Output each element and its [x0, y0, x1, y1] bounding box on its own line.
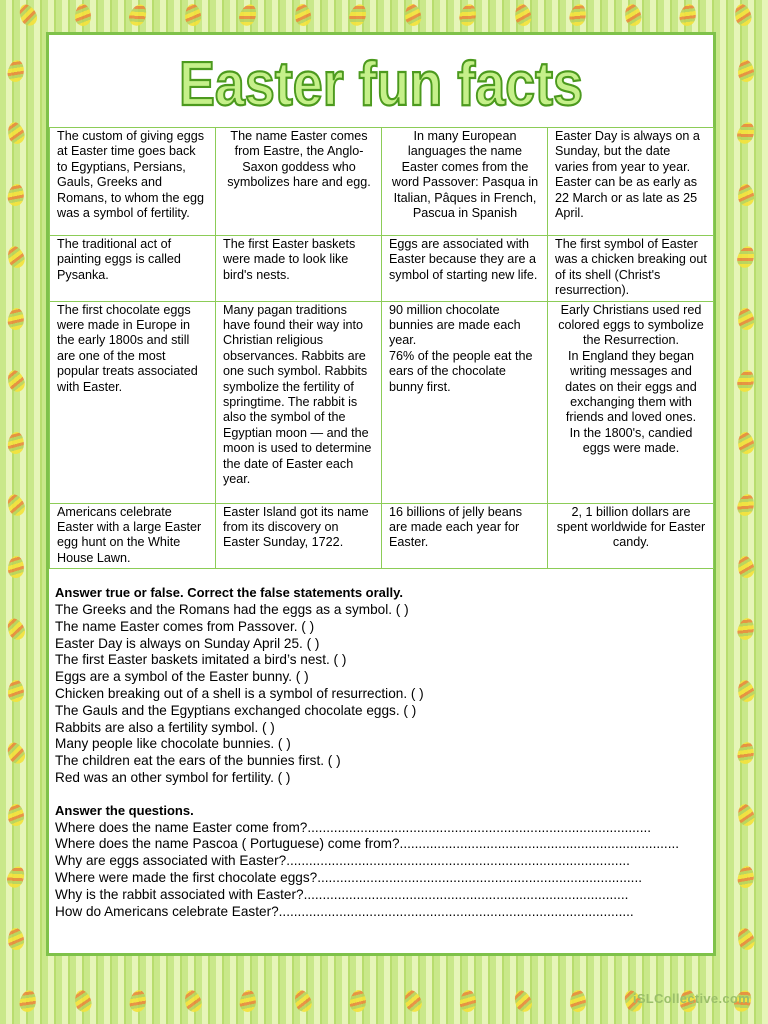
- egg-decoration: [128, 989, 148, 1013]
- egg-decoration: [513, 3, 532, 27]
- true-false-heading: Answer true or false. Correct the false statements orally.: [55, 585, 403, 601]
- egg-decoration: [184, 4, 201, 27]
- egg-decoration: [735, 492, 756, 518]
- egg-decoration: [5, 120, 26, 145]
- egg-decoration: [292, 988, 314, 1014]
- fact-cell: The traditional act of painting eggs is called Pysanka.: [50, 236, 216, 302]
- list-item: Why are eggs associated with Easter?...........................................................................................: [55, 853, 630, 869]
- page-title: [171, 41, 591, 121]
- egg-decoration: [7, 928, 24, 951]
- fact-cell: Eggs are associated with Easter because they are a symbol of starting new life.: [382, 236, 548, 302]
- egg-decoration: [6, 59, 26, 84]
- list-item: Where does the name Easter come from?...........................................................................................: [55, 819, 652, 835]
- list-item: Many people like chocolate bunnies. ( ): [55, 736, 291, 752]
- list-item: Eggs are a symbol of the Easter bunny. ( ): [55, 669, 309, 685]
- egg-decoration: [738, 60, 755, 83]
- egg-decoration: [736, 741, 756, 766]
- egg-decoration: [294, 3, 312, 26]
- egg-decoration: [239, 989, 258, 1013]
- egg-decoration: [570, 990, 587, 1013]
- egg-decoration: [73, 988, 94, 1013]
- egg-decoration: [678, 2, 699, 27]
- egg-decoration: [737, 183, 754, 206]
- egg-decoration: [7, 556, 24, 579]
- egg-decoration: [4, 864, 27, 891]
- egg-decoration: [8, 680, 24, 702]
- fact-cell: The first Easter baskets were made to look like bird's nests.: [216, 236, 382, 302]
- list-item: Red was an other symbol for fertility. ( ): [55, 770, 291, 786]
- table-row: [50, 503, 714, 569]
- egg-decoration: [237, 2, 260, 28]
- fact-cell: Early Christians used red colored eggs to symbolize the Resurrection. In England they began writing messages and dates on their eggs and exchanging them with friends and loved ones. In the 1800's, candied eggs were made.: [548, 301, 714, 503]
- list-item: Where does the name Pascoa ( Portuguese) come from?..........................................................................: [55, 836, 680, 852]
- egg-decoration: [736, 616, 757, 641]
- worksheet-page: [46, 32, 716, 956]
- list-item: The Greeks and the Romans had the eggs as a symbol. ( ): [55, 602, 409, 618]
- fact-cell: The name Easter comes from Eastre, the Anglo-Saxon goddess who symbolizes hare and egg.: [216, 128, 382, 236]
- egg-decoration: [735, 926, 756, 952]
- egg-decoration: [736, 679, 756, 704]
- questions-list: [55, 820, 713, 921]
- table-row: [50, 236, 714, 302]
- egg-decoration: [5, 244, 27, 270]
- true-false-list: [55, 602, 713, 787]
- egg-decoration: [459, 989, 476, 1012]
- fact-cell: The custom of giving eggs at Easter time goes back to Egyptians, Persians, Gauls, Greeks and Romans, to whom the egg was a symbol of fertility.: [50, 128, 216, 236]
- egg-decoration: [18, 989, 38, 1014]
- title-area: [49, 35, 713, 127]
- egg-decoration: [734, 120, 757, 146]
- egg-decoration: [182, 988, 203, 1014]
- list-item: Easter Day is always on Sunday April 25. ( ): [55, 635, 320, 651]
- egg-decoration: [736, 865, 756, 889]
- egg-decoration: [8, 804, 24, 826]
- egg-decoration: [733, 2, 754, 27]
- egg-decoration: [567, 2, 588, 27]
- table-row: [50, 128, 714, 236]
- list-item: How do Americans celebrate Easter?..............................................................................................: [55, 903, 634, 919]
- egg-decoration: [736, 555, 756, 579]
- list-item: Where were made the first chocolate eggs?......................................................................................: [55, 870, 642, 885]
- egg-decoration: [4, 740, 28, 767]
- egg-decoration: [511, 988, 534, 1014]
- egg-decoration: [7, 307, 26, 331]
- table-row: [50, 301, 714, 503]
- watermark-logo: iSLCollective.com: [632, 991, 750, 1006]
- egg-decoration: [6, 183, 25, 207]
- egg-decoration: [75, 4, 91, 26]
- fact-cell: The first chocolate eggs were made in Europe in the early 1800s and still are one of the most popular treats associated with Easter.: [50, 301, 216, 503]
- egg-decoration: [347, 2, 369, 28]
- fact-cell: 16 billions of jelly beans are made each year for Easter.: [382, 503, 548, 569]
- list-item: The name Easter comes from Passover. ( ): [55, 618, 315, 634]
- egg-decoration: [736, 802, 757, 827]
- egg-decoration: [5, 368, 27, 394]
- questions-heading: Answer the questions.: [55, 802, 194, 818]
- egg-decoration: [5, 492, 28, 518]
- egg-decoration: [126, 2, 149, 29]
- fact-cell: Easter Day is always on a Sunday, but the date varies from year to year. Easter can be as early as 22 March or as late as 25 April.: [548, 128, 714, 236]
- egg-decoration: [404, 3, 423, 27]
- list-item: The Gauls and the Egyptians exchanged chocolate eggs. ( ): [55, 702, 417, 718]
- egg-decoration: [737, 307, 755, 331]
- list-item: Rabbits are also a fertility symbol. ( ): [55, 719, 275, 735]
- egg-decoration: [735, 368, 757, 394]
- list-item: The first Easter baskets imitated a bird’s nest. ( ): [55, 652, 347, 668]
- egg-decoration: [4, 616, 27, 643]
- egg-decoration: [16, 2, 40, 29]
- egg-decoration: [402, 988, 425, 1014]
- fact-cell: 2, 1 billion dollars are spent worldwide for Easter candy.: [548, 503, 714, 569]
- fact-cell: 90 million chocolate bunnies are made each year. 76% of the people eat the ears of the chocolate bunny first.: [382, 301, 548, 503]
- fact-cell: Americans celebrate Easter with a large Easter egg hunt on the White House Lawn.: [50, 503, 216, 569]
- egg-decoration: [7, 431, 25, 454]
- egg-decoration: [623, 3, 643, 28]
- egg-decoration: [457, 2, 479, 28]
- list-item: Why is the rabbit associated with Easter?......................................................................................: [55, 886, 629, 902]
- list-item: Chicken breaking out of a shell is a symbol of resurrection. ( ): [55, 686, 424, 702]
- fact-cell: Many pagan traditions have found their way into Christian religious observances. Rabbits are one such symbol. Rabbits symbolize the fertility of springtime. The rabbit is also the symbol of the Egyptian moon — and the moon is used to determine the date of Easter each year.: [216, 301, 382, 503]
- fact-cell: The first symbol of Easter was a chicken breaking out of its shell (Christ's resurrection).: [548, 236, 714, 302]
- title-text: Easter fun facts: [179, 50, 583, 119]
- fact-cell: In many European languages the name Easter comes from the word Passover: Pasqua in Italian, Pâques in French, Pascua in Spanish: [382, 128, 548, 236]
- fact-cell: Easter Island got its name from its discovery on Easter Sunday, 1722.: [216, 503, 382, 569]
- list-item: The children eat the ears of the bunnies first. ( ): [55, 753, 341, 769]
- egg-decoration: [737, 431, 756, 455]
- egg-decoration: [349, 989, 367, 1013]
- exercises: [49, 569, 713, 920]
- egg-decoration: [735, 244, 758, 270]
- facts-table: [49, 127, 714, 569]
